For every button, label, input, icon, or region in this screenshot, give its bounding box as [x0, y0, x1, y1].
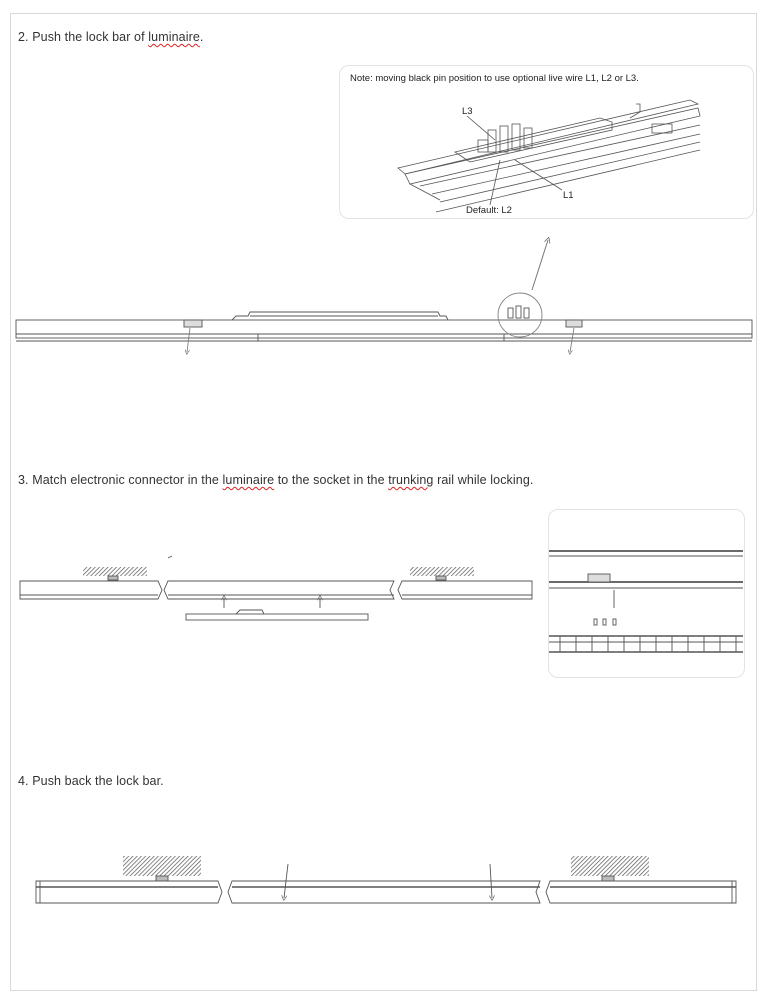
step3-drawing — [20, 556, 532, 620]
detail-drawing — [398, 100, 700, 212]
step-4-text: 4. Push back the lock bar. — [18, 774, 164, 788]
step-2-text: 2. Push the lock bar of luminaire. — [18, 30, 204, 44]
label-default-l2: Default: L2 — [466, 205, 512, 216]
step4-drawing — [36, 856, 736, 903]
connector-detail-drawing — [549, 551, 743, 652]
step-3-text: 3. Match electronic connector in the luminaire to the socket in the trunking rail while locking. — [18, 473, 534, 487]
detail-note: Note: moving black pin position to use optional live wire L1, L2 or L3. — [350, 73, 639, 84]
label-l1: L1 — [563, 190, 574, 201]
step2-luminaire — [16, 293, 752, 341]
label-l3: L3 — [462, 106, 473, 117]
